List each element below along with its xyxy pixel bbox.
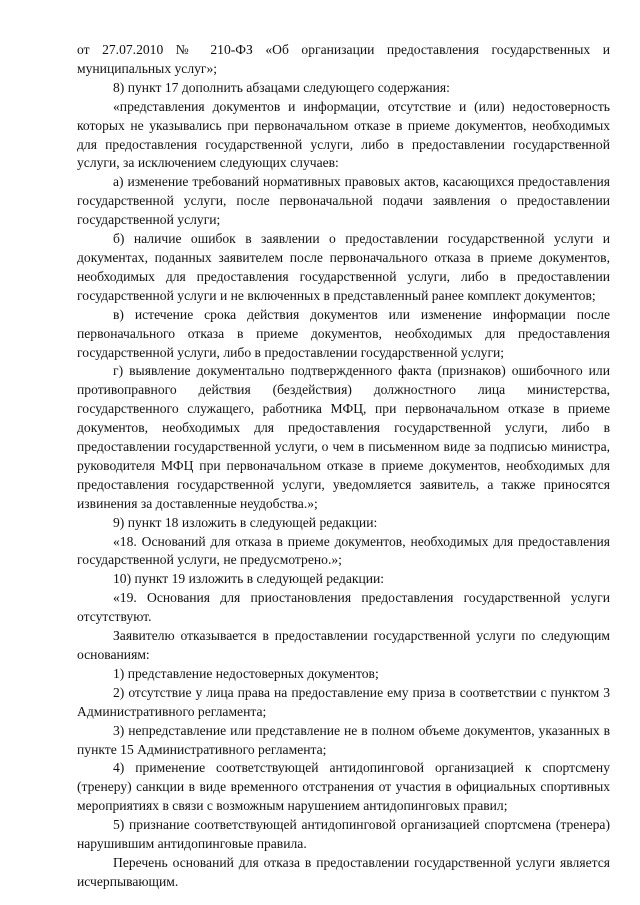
paragraph-subitem-v: в) истечение срока действия документов или изменение информации после первоначального отказа в приеме документов, необходимых для предоставления государственной услуги, либо в предоставлении государственной услуги; — [77, 306, 610, 360]
paragraph-clause-19: «19. Основания для приостановления предоставления государственной услуги отсутствуют. — [77, 590, 610, 625]
document-page — [77, 41, 610, 892]
paragraph-item-9: 9) пункт 18 изложить в следующей редакции: — [113, 514, 378, 530]
paragraph-subitem-b: б) наличие ошибок в заявлении о предоставлении государственной услуги и документах, поданных заявителем после первоначального отказа в приеме документов, необходимых для предоставления государственной услуги, либо в предоставлении государственной услуги и не включенных в представленный ранее комплект документов; — [77, 231, 610, 303]
paragraph-ground-4: 4) применение соответствующей антидопинговой организацией к спортсмену (тренеру) санкции в виде временного отстранения от участия в официальных спортивных мероприятиях в связи с возможным нарушением антидопинговых правил; — [77, 760, 610, 814]
paragraph-closing: Перечень оснований для отказа в предоставлении государственной услуги является исчерпывающим. — [77, 854, 610, 889]
paragraph-item-10: 10) пункт 19 изложить в следующей редакции: — [113, 571, 385, 587]
paragraph-item-8: 8) пункт 17 дополнить абзацами следующего содержания: — [113, 79, 450, 95]
paragraph-clause-18: «18. Оснований для отказа в приеме документов, необходимых для предоставления государственной услуги, не предусмотрено.»; — [77, 533, 610, 568]
paragraph-ground-5: 5) признание соответствующей антидопинговой организацией спортсмена (тренера) нарушившим антидопинговые правила. — [77, 817, 610, 852]
paragraph-ground-3: 3) непредставление или представление не в полном объеме документов, указанных в пункте 15 Административного регламента; — [77, 722, 610, 757]
paragraph-subitem-g: г) выявление документально подтвержденного факта (признаков) ошибочного или противоправного действия (бездействия) должностного лица министерства, государственного служащего, работника МФЦ, при первоначальном отказе в приеме документов, необходимых для предоставления государственной услуги, либо в предоставлении государственной услуги, о чем в письменном виде за подписью министра, руководителя МФЦ при первоначальном отказе в приеме документов, необходимых для предоставления государственной услуги, уведомляется заявитель, а также приносятся извинения за доставленные неудобства.»; — [77, 363, 610, 511]
paragraph-quote-intro: «представления документов и информации, отсутствие и (или) недостоверность которых не указывались при первоначальном отказе в приеме документов, необходимых для предоставления государственной услуги, либо в предоставлении государственной услуги, за исключением следующих случаев: — [77, 98, 610, 171]
paragraph-ground-2: 2) отсутствие у лица права на предоставление ему приза в соответствии с пунктом 3 Административного регламента; — [77, 684, 610, 719]
paragraph-ground-1: 1) представление недостоверных документов; — [113, 665, 379, 681]
paragraph-subitem-a: а) изменение требований нормативных правовых актов, касающихся предоставления государственной услуги, после первоначальной подачи заявления о предоставлении государственной услуги; — [77, 174, 610, 228]
paragraph-refusal-grounds: Заявителю отказывается в предоставлении государственной услуги по следующим основаниям: — [77, 628, 610, 662]
paragraph-continuation: от 27.07.2010 № 210-ФЗ «Об организации предоставления государственных и муниципальных услуг»; — [77, 42, 610, 76]
